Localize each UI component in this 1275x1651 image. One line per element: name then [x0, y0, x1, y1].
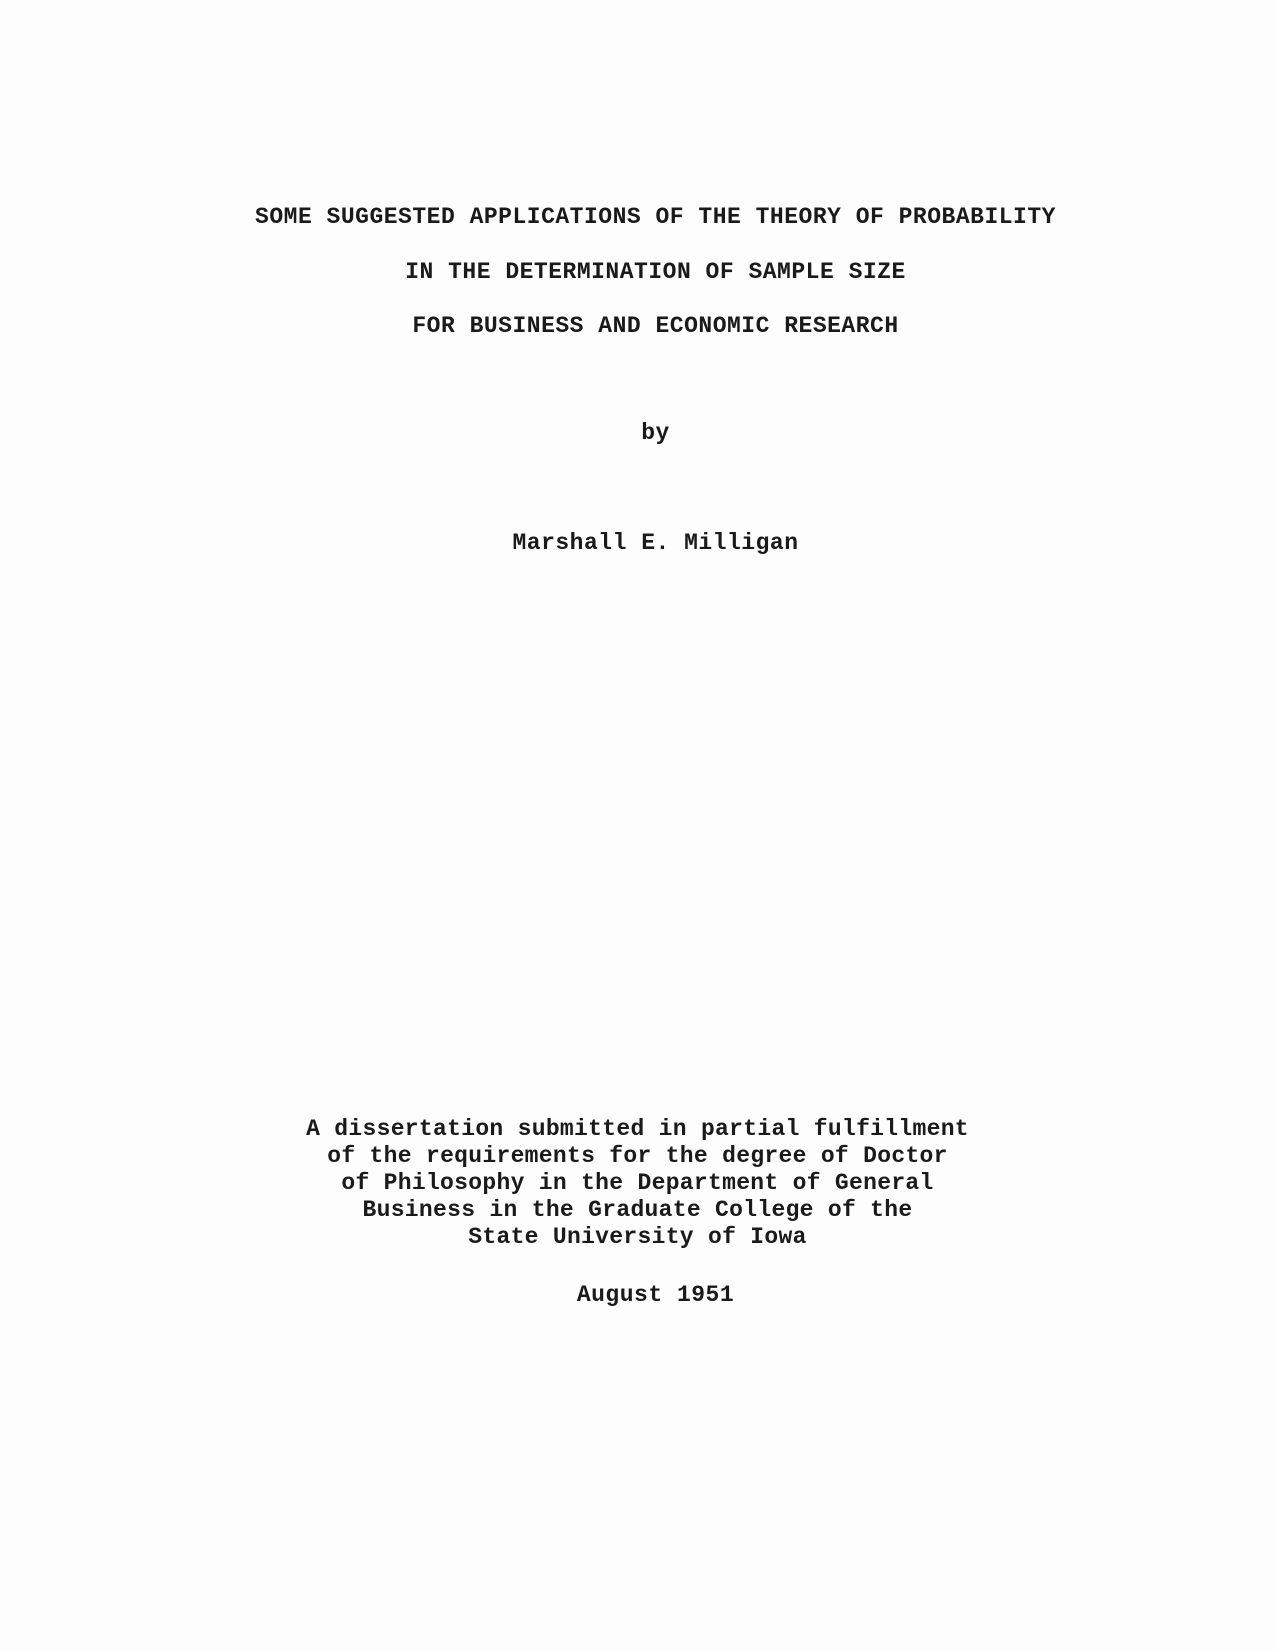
statement-line-2: of the requirements for the degree of Doctor: [327, 1143, 948, 1169]
title-line-1: SOME SUGGESTED APPLICATIONS OF THE THEORY OF PROBABILITY: [255, 204, 1056, 230]
title-line-3: FOR BUSINESS AND ECONOMIC RESEARCH: [412, 313, 899, 339]
statement-line-1: A dissertation submitted in partial fulfillment: [306, 1116, 969, 1142]
statement-line-3: of Philosophy in the Department of General: [341, 1170, 934, 1196]
dissertation-statement: [0, 1116, 1275, 1251]
by-label: by: [641, 420, 670, 446]
statement-line-4: Business in the Graduate College of the: [362, 1197, 913, 1223]
author-name: Marshall E. Milligan: [512, 530, 799, 556]
submission-date: August 1951: [576, 1282, 735, 1308]
title-line-2: IN THE DETERMINATION OF SAMPLE SIZE: [405, 259, 906, 285]
statement-line-5: State University of Iowa: [468, 1224, 807, 1250]
